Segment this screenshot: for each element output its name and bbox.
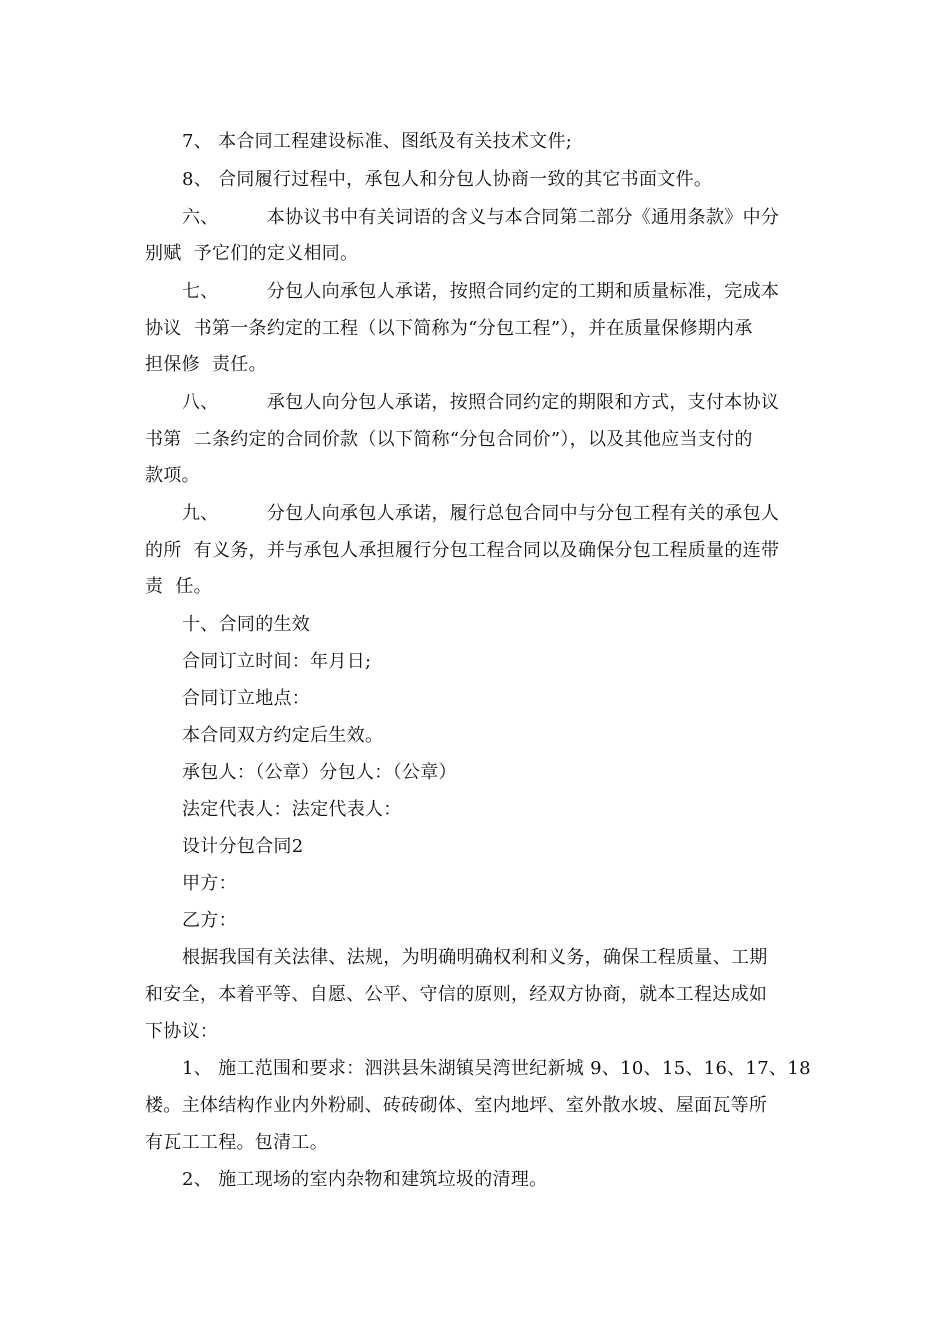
article-8-line-2: 书第 二条约定的合同价款（以下简称“分包合同价”），以及其他应当支付的 [145, 429, 753, 450]
item-1-line-2: 楼。主体结构作业内外粉刷、砖砖砌体、室内地坪、室外散水坡、屋面瓦等所 [145, 1095, 768, 1116]
party-b: 乙方： [182, 910, 237, 931]
preamble-line-1: 根据我国有关法律、法规，为明确明确权利和义务，确保工程质量、工期 [182, 947, 768, 968]
article-8-line-1: 八、 承包人向分包人承诺，按照合同约定的期限和方式，支付本协议 [182, 392, 780, 413]
article-6-line-2: 别赋 予它们的定义相同。 [145, 243, 359, 264]
item-1-line-3: 有瓦工工程。包清工。 [145, 1132, 328, 1153]
contract-2-title: 设计分包合同2 [182, 836, 304, 857]
effective-clause: 本合同双方约定后生效。 [182, 725, 384, 746]
party-a: 甲方： [182, 873, 237, 894]
article-7-line-2: 协议 书第一条约定的工程（以下简称为“分包工程”），并在质量保修期内承 [145, 318, 753, 339]
article-9-line-3: 责 任。 [145, 576, 212, 597]
article-8-line-3: 款项。 [145, 465, 200, 486]
parties-seal: 承包人：（公章）分包人：（公章） [182, 762, 457, 783]
legal-representatives: 法定代表人：法定代表人： [182, 799, 402, 820]
clause-7: 7、 本合同工程建设标准、图纸及有关技术文件; [182, 131, 573, 152]
article-10-heading: 十、合同的生效 [182, 614, 311, 635]
preamble-line-2: 和安全，本着平等、自愿、公平、守信的原则，经双方协商，就本工程达成如 [145, 984, 768, 1005]
item-2: 2、 施工现场的室内杂物和建筑垃圾的清理。 [182, 1169, 548, 1190]
sign-date: 合同订立时间：年月日; [182, 651, 372, 672]
article-9-line-1: 九、 分包人向承包人承诺，履行总包合同中与分包工程有关的承包人 [182, 503, 780, 524]
sign-place: 合同订立地点： [182, 688, 311, 709]
item-1-line-1: 1、 施工范围和要求：泗洪县朱湖镇吴湾世纪新城 9、10、15、16、17、18 [182, 1058, 811, 1079]
article-7-line-1: 七、 分包人向承包人承诺，按照合同约定的工期和质量标准，完成本 [182, 281, 780, 302]
clause-8: 8、 合同履行过程中，承包人和分包人协商一致的其它书面文件。 [182, 169, 713, 190]
article-9-line-2: 的所 有义务，并与承包人承担履行分包工程合同以及确保分包工程质量的连带 [145, 540, 780, 561]
preamble-line-3: 下协议： [145, 1021, 219, 1042]
article-7-line-3: 担保修 责任。 [145, 354, 267, 375]
article-6-line-1: 六、 本协议书中有关词语的含义与本合同第二部分《通用条款》中分 [182, 207, 780, 228]
